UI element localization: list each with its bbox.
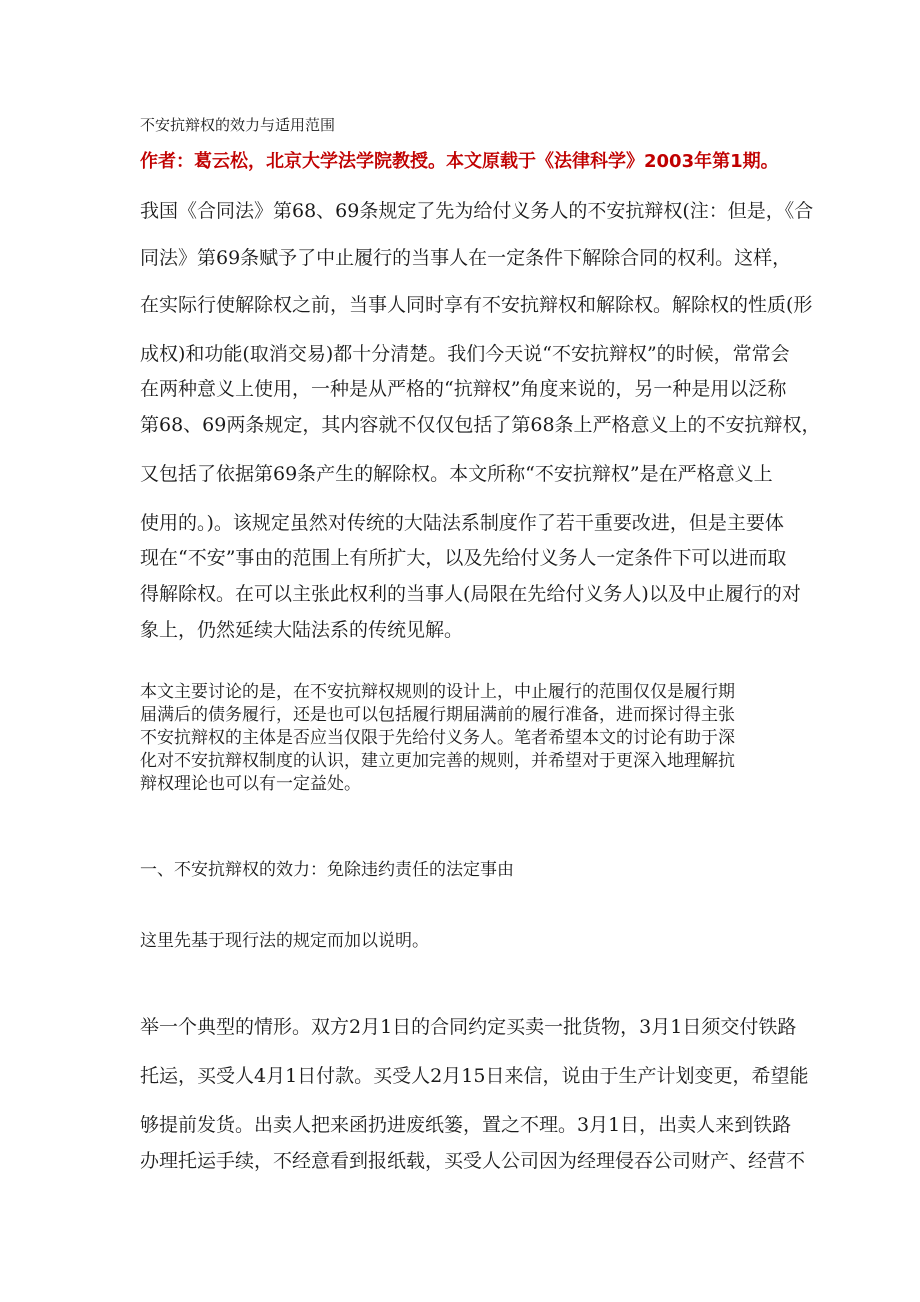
para4-line: 托运，买受人4月1日付款。买受人2月15日来信，说由于生产计划变更，希望能 — [140, 1065, 809, 1087]
para1-line: 象上，仍然延续大陆法系的传统见解。 — [140, 619, 464, 641]
para2-line: 届满后的债务履行，还是也可以包括履行期届满前的履行准备，进而探讨得主张 — [140, 705, 735, 725]
para2-line: 本文主要讨论的是，在不安抗辩权规则的设计上，中止履行的范围仅仅是履行期 — [140, 682, 735, 702]
para4-line: 够提前发货。出卖人把来函扔进废纸篓，置之不理。3月1日，出卖人来到铁路 — [140, 1114, 792, 1136]
para1-line: 第68、69两条规定，其内容就不仅仅包括了第68条上严格意义上的不安抗辩权， — [140, 414, 821, 436]
para4-line: 举一个典型的情形。双方2月1日的合同约定买卖一批货物，3月1日须交付铁路 — [140, 1016, 797, 1038]
para4-line: 办理托运手续，不经意看到报纸载，买受人公司因为经理侵吞公司财产、经营不 — [140, 1150, 806, 1172]
para3-line: 这里先基于现行法的规定而加以说明。 — [140, 931, 429, 951]
section-heading: 一、不安抗辩权的效力：免除违约责任的法定事由 — [140, 860, 514, 880]
author-line: 作者：葛云松，北京大学法学院教授。本文原载于《法律科学》2003年第1期。 — [140, 151, 779, 172]
para1-line: 同法》第69条赋予了中止履行的当事人在一定条件下解除合同的权利。这样， — [140, 247, 792, 269]
para1-line: 在实际行使解除权之前，当事人同时享有不安抗辩权和解除权。解除权的性质(形 — [140, 294, 813, 316]
para1-line: 使用的。)。该规定虽然对传统的大陆法系制度作了若干重要改进，但是主要体 — [140, 512, 784, 534]
para1-line: 又包括了依据第69条产生的解除权。本文所称“不安抗辩权”是在严格意义上 — [140, 463, 773, 485]
para2-line: 化对不安抗辩权制度的认识，建立更加完善的规则，并希望对于更深入地理解抗 — [140, 751, 735, 771]
para1-line: 现在“不安”事由的范围上有所扩大，以及先给付义务人一定条件下可以进而取 — [140, 547, 787, 569]
para1-line: 成权)和功能(取消交易)都十分清楚。我们今天说“不安抗辩权”的时候，常常会 — [140, 343, 790, 365]
para1-line: 得解除权。在可以主张此权利的当事人(局限在先给付义务人)以及中止履行的对 — [140, 583, 801, 605]
para2-line: 不安抗辩权的主体是否应当仅限于先给付义务人。笔者希望本文的讨论有助于深 — [140, 728, 735, 748]
para2-line: 辩权理论也可以有一定益处。 — [140, 774, 361, 794]
document-title: 不安抗辩权的效力与适用范围 — [140, 116, 336, 134]
para1-line: 在两种意义上使用，一种是从严格的“抗辩权”角度来说的，另一种是用以泛称 — [140, 378, 787, 400]
para1-line: 我国《合同法》第68、69条规定了先为给付义务人的不安抗辩权(注：但是，《合 — [140, 200, 814, 222]
